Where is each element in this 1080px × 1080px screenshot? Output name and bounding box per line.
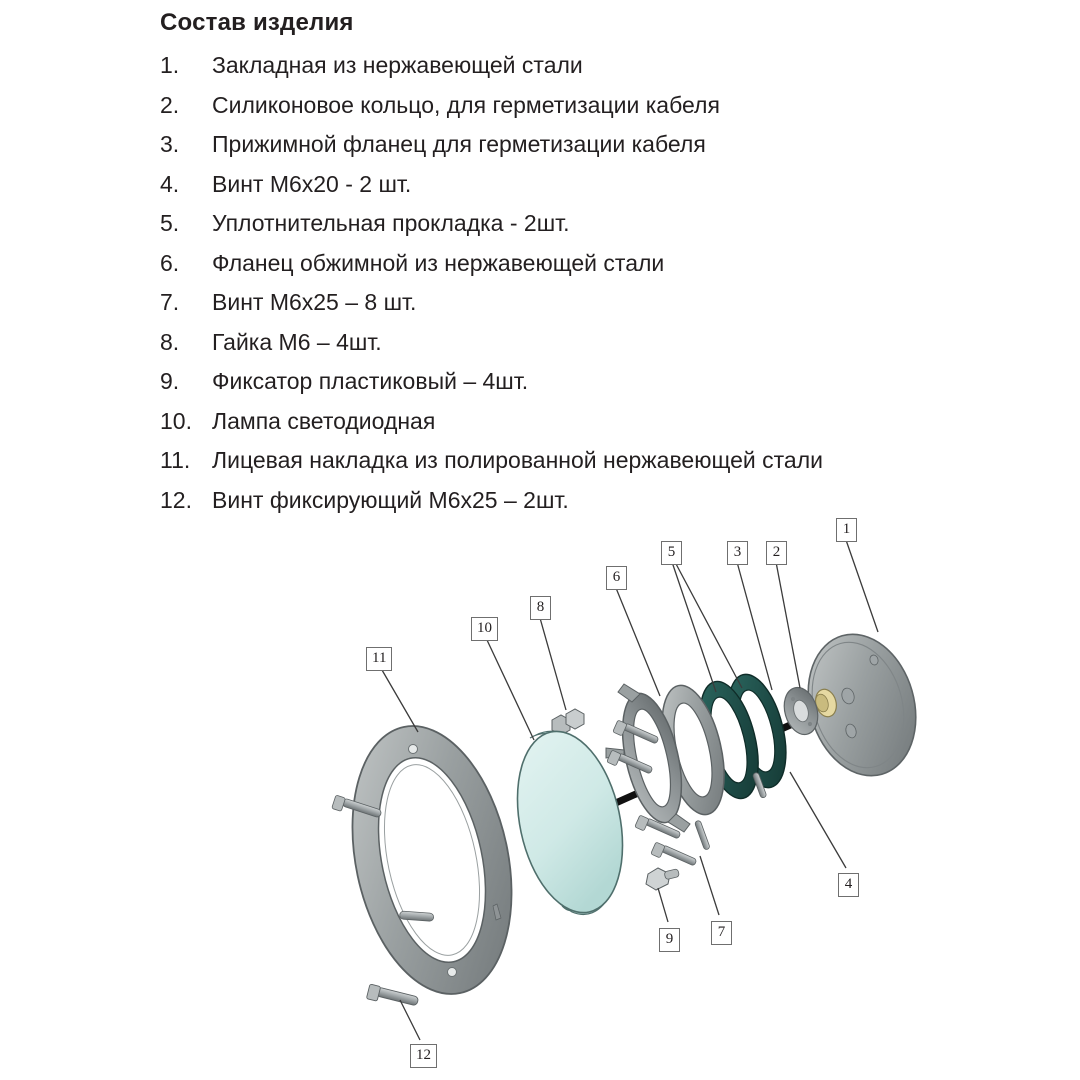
- list-item-number: 8.: [160, 328, 180, 355]
- list-item: [160, 46, 1020, 86]
- callout-10: 10: [471, 617, 498, 641]
- list-item-label: Фиксатор пластиковый – 4шт.: [212, 368, 529, 395]
- callout-1: 1: [836, 518, 857, 542]
- list-item-number: 3.: [160, 131, 180, 158]
- callout-3: 3: [727, 541, 748, 565]
- list-item-label: Лицевая накладка из полированной нержавеющей стали: [212, 447, 823, 474]
- callout-2: 2: [766, 541, 787, 565]
- bill-of-materials: [160, 8, 1020, 521]
- list-item: [160, 244, 1020, 284]
- list-item-label: Винт М6х20 - 2 шт.: [212, 170, 412, 197]
- page-title: Состав изделия: [160, 9, 354, 36]
- list-item-label: Прижимной фланец для герметизации кабеля: [212, 131, 706, 158]
- callout-12: 12: [410, 1044, 437, 1068]
- list-item: [160, 362, 1020, 402]
- list-item-label: Уплотнительная прокладка - 2шт.: [212, 210, 570, 237]
- parts-list: [160, 46, 1020, 521]
- callout-4: 4: [838, 873, 859, 897]
- list-item-number: 12.: [160, 487, 192, 514]
- list-item-label: Винт фиксирующий М6х25 – 2шт.: [212, 487, 569, 514]
- assembly-drawing: [0, 500, 1080, 1080]
- callout-6: 6: [606, 566, 627, 590]
- list-item-label: Винт М6х25 – 8 шт.: [212, 289, 417, 316]
- list-item-label: Силиконовое кольцо, для герметизации кабеля: [212, 91, 720, 118]
- part-plastic-fixer: [646, 868, 680, 890]
- list-item-number: 5.: [160, 210, 180, 237]
- list-item-number: 10.: [160, 407, 192, 434]
- list-item-number: 11.: [160, 447, 191, 474]
- list-item: [160, 204, 1020, 244]
- list-item: [160, 323, 1020, 363]
- list-item-number: 7.: [160, 289, 180, 316]
- list-item: [160, 125, 1020, 165]
- list-item-label: Закладная из нержавеющей стали: [212, 52, 583, 78]
- list-item-number: 6.: [160, 249, 180, 276]
- list-item: [160, 283, 1020, 323]
- callout-7: 7: [711, 921, 732, 945]
- list-item: [160, 402, 1020, 442]
- callout-5: 5: [661, 541, 682, 565]
- list-item-label: Гайка М6 – 4шт.: [212, 328, 382, 355]
- exploded-assembly-diagram: [0, 500, 1080, 1080]
- part-fixing-screw: [366, 984, 418, 1006]
- list-item-number: 4.: [160, 170, 180, 197]
- list-item: [160, 441, 1020, 481]
- list-item-label: Фланец обжимной из нержавеющей стали: [212, 249, 665, 276]
- part-face-plate: [329, 711, 534, 1009]
- list-item-number: 1.: [160, 52, 180, 78]
- callout-8: 8: [530, 596, 551, 620]
- list-item-number: 2.: [160, 91, 180, 118]
- list-item: [160, 86, 1020, 126]
- list-item: [160, 165, 1020, 205]
- callout-9: 9: [659, 928, 680, 952]
- list-item-label: Лампа светодиодная: [212, 407, 436, 434]
- list-item-number: 9.: [160, 368, 180, 395]
- callout-11: 11: [366, 647, 392, 671]
